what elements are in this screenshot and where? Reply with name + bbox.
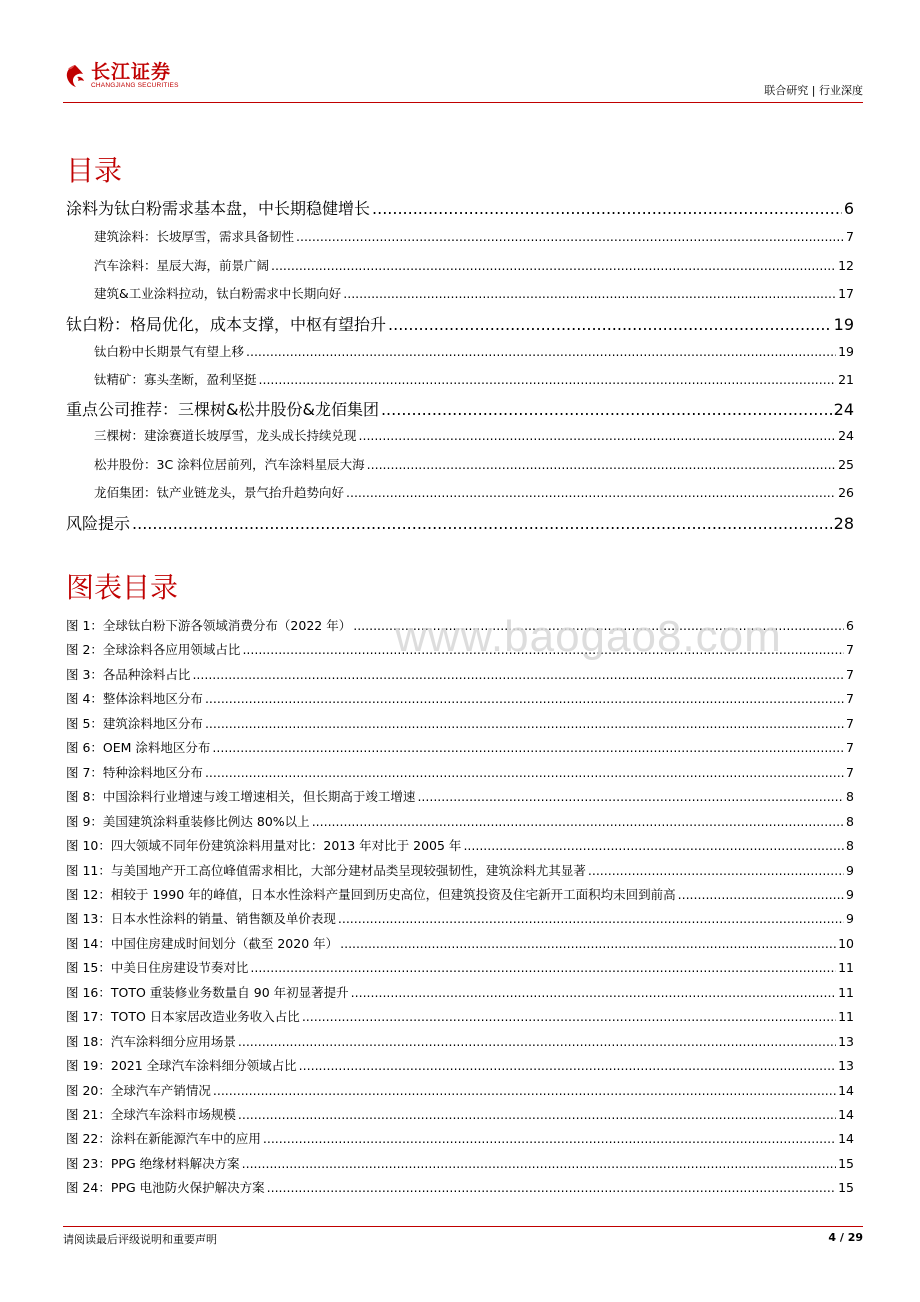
figure-entry-label: 图 17：TOTO 日本家居改造业务收入占比	[66, 1009, 300, 1024]
toc-entry-level2[interactable]	[94, 284, 854, 304]
figure-entry[interactable]	[66, 909, 854, 929]
figure-entry-page: 14	[838, 1083, 854, 1098]
toc-entry-label: 建筑&工业涂料拉动，钛白粉需求中长期向好	[94, 286, 342, 301]
figure-entry[interactable]	[66, 885, 854, 905]
figure-entry-label: 图 23：PPG 绝缘材料解决方案	[66, 1156, 240, 1171]
figure-entry[interactable]	[66, 812, 854, 832]
figure-entry-page: 13	[838, 1058, 854, 1073]
toc-entry-page: 24	[833, 400, 854, 419]
figure-dot-leader	[678, 887, 844, 902]
toc-entry-level1[interactable]	[66, 397, 854, 421]
figure-entry-page: 9	[846, 863, 854, 878]
figure-dot-leader	[263, 1131, 836, 1146]
figure-entry-page: 11	[838, 985, 854, 1000]
toc-dot-leader	[346, 485, 836, 500]
figure-dot-leader	[340, 936, 836, 951]
figure-entry-page: 9	[846, 887, 854, 902]
toc-dot-leader	[246, 344, 836, 359]
figure-entry-page: 8	[846, 838, 854, 853]
figure-list-title: 图表目录	[66, 571, 179, 604]
figure-dot-leader	[463, 838, 844, 853]
toc-entry-page: 19	[833, 315, 854, 334]
figure-entry-page: 7	[846, 716, 854, 731]
figure-entry[interactable]	[66, 1032, 854, 1052]
figure-entry[interactable]	[66, 836, 854, 856]
toc-entry-level2[interactable]	[94, 256, 854, 276]
figure-entry-page: 7	[846, 667, 854, 682]
page-footer	[63, 1226, 863, 1247]
figure-entry[interactable]	[66, 983, 854, 1003]
figure-dot-leader	[250, 960, 836, 975]
watermark: www.baogao8.com	[395, 612, 782, 661]
figure-entry[interactable]	[66, 1129, 854, 1149]
figure-entry[interactable]	[66, 714, 854, 734]
toc-dot-leader	[271, 258, 836, 273]
figure-entry-page: 13	[838, 1034, 854, 1049]
toc-entry-label: 涂料为钛白粉需求基本盘，中长期稳健增长	[66, 199, 371, 218]
figure-dot-leader	[242, 1156, 836, 1171]
figure-entry[interactable]	[66, 1105, 854, 1125]
figure-entry-label: 图 9：美国建筑涂料重装修比例达 80%以上	[66, 814, 310, 829]
figure-entry-label: 图 13：日本水性涂料的销量、销售额及单价表现	[66, 911, 336, 926]
toc-entry-page: 28	[833, 514, 854, 533]
figure-entry[interactable]	[66, 665, 854, 685]
figure-dot-leader	[192, 667, 844, 682]
figure-entry-label: 图 22：涂料在新能源汽车中的应用	[66, 1131, 261, 1146]
figure-entry-label: 图 11：与美国地产开工高位峰值需求相比，大部分建材品类呈现较强韧性，建筑涂料尤其显著	[66, 863, 586, 878]
toc-dot-leader	[372, 199, 842, 218]
report-type-label: 联合研究 | 行业深度	[764, 84, 863, 97]
toc-entry-label: 龙佰集团：钛产业链龙头，景气抬升趋势向好	[94, 485, 345, 500]
figure-entry-page: 11	[838, 1009, 854, 1024]
figure-dot-leader	[238, 1107, 836, 1122]
figure-entry[interactable]	[66, 1007, 854, 1027]
toc-entry-level1[interactable]	[66, 312, 854, 336]
company-logo	[63, 62, 179, 90]
figure-dot-leader	[299, 1058, 836, 1073]
toc-entry-label: 建筑涂料：长坡厚雪，需求具备韧性	[94, 229, 295, 244]
figure-entry-label: 图 18：汽车涂料细分应用场景	[66, 1034, 236, 1049]
toc-entry-page: 7	[846, 229, 854, 244]
toc-entry-page: 6	[843, 199, 854, 218]
figure-entry-label: 图 3：各品种涂料占比	[66, 667, 191, 682]
figure-entry-page: 7	[846, 740, 854, 755]
figure-entry-label: 图 7：特种涂料地区分布	[66, 765, 203, 780]
figure-entry-page: 10	[838, 936, 854, 951]
toc-dot-leader	[367, 457, 836, 472]
figure-dot-leader	[338, 911, 844, 926]
logo-chinese-name: 长江证券	[91, 61, 172, 83]
figure-entry-label: 图 12：相较于 1990 年的峰值，日本水性涂料产量回到历史高位，但建筑投资及住宅新开工面积均未回到前高	[66, 887, 676, 902]
toc-entry-label: 汽车涂料：星辰大海，前景广阔	[94, 258, 270, 273]
toc-entry-level2[interactable]	[94, 227, 854, 247]
figure-entry[interactable]	[66, 738, 854, 758]
figure-entry[interactable]	[66, 1154, 854, 1174]
figure-entry[interactable]	[66, 787, 854, 807]
page-header	[63, 62, 863, 103]
figure-dot-leader	[205, 716, 844, 731]
toc-entry-level2[interactable]	[94, 455, 854, 475]
figure-entry-label: 图 14：中国住房建成时间划分（截至 2020 年）	[66, 936, 339, 951]
toc-entry-level2[interactable]	[94, 483, 854, 503]
figure-entry-label: 图 16：TOTO 重装修业务数量自 90 年初显著提升	[66, 985, 349, 1000]
figure-dot-leader	[205, 691, 844, 706]
toc-entry-label: 风险提示	[66, 514, 131, 533]
figure-entry-page: 8	[846, 814, 854, 829]
figure-entry-page: 7	[846, 691, 854, 706]
figure-entry-label: 图 8：中国涂料行业增速与竣工增速相关，但长期高于竣工增速	[66, 789, 416, 804]
figure-entry[interactable]	[66, 861, 854, 881]
figure-entry-label: 图 24：PPG 电池防火保护解决方案	[66, 1180, 265, 1195]
figure-dot-leader	[312, 814, 844, 829]
figure-dot-leader	[302, 1009, 836, 1024]
toc-entry-page: 12	[838, 258, 854, 273]
figure-entry-label: 图 19：2021 全球汽车涂料细分领域占比	[66, 1058, 297, 1073]
figure-entry[interactable]	[66, 958, 854, 978]
logo-english-name: CHANGJIANG SECURITIES	[91, 82, 179, 89]
toc-entry-page: 21	[838, 372, 854, 387]
figure-entry-label: 图 5：建筑涂料地区分布	[66, 716, 203, 731]
figure-entry-label: 图 15：中美日住房建设节奏对比	[66, 960, 249, 975]
toc-dot-leader	[296, 229, 844, 244]
toc-entry-level2[interactable]	[94, 426, 854, 446]
toc-entry-page: 24	[838, 428, 854, 443]
disclaimer-note: 请阅读最后评级说明和重要声明	[63, 1233, 217, 1246]
figure-entry-label: 图 21：全球汽车涂料市场规模	[66, 1107, 236, 1122]
toc-entry-label: 松井股份：3C 涂料位居前列，汽车涂料星辰大海	[94, 457, 365, 472]
figure-entry[interactable]	[66, 934, 854, 954]
toc-dot-leader	[359, 428, 837, 443]
toc-entry-page: 26	[838, 485, 854, 500]
figure-entry-page: 15	[838, 1156, 854, 1171]
figure-entry-page: 14	[838, 1107, 854, 1122]
figure-entry-label: 图 6：OEM 涂料地区分布	[66, 740, 211, 755]
toc-dot-leader	[343, 286, 836, 301]
figure-entry-page: 14	[838, 1131, 854, 1146]
toc-dot-leader	[388, 315, 832, 334]
figure-dot-leader	[267, 1180, 836, 1195]
figure-entry-label: 图 4：整体涂料地区分布	[66, 691, 203, 706]
toc-entry-label: 钛白粉：格局优化，成本支撑，中枢有望抬升	[66, 315, 387, 334]
figure-dot-leader	[212, 740, 844, 755]
figure-entry-page: 9	[846, 911, 854, 926]
toc-entry-level1[interactable]	[66, 196, 854, 220]
figure-entry-page: 6	[846, 618, 854, 633]
figure-entry[interactable]	[66, 1178, 854, 1198]
toc-dot-leader	[132, 514, 832, 533]
figure-entry-label: 图 1：全球钛白粉下游各领域消费分布（2022 年）	[66, 618, 352, 633]
toc-entry-label: 三棵树：建涂赛道长坡厚雪，龙头成长持续兑现	[94, 428, 357, 443]
figure-entry-label: 图 2：全球涂料各应用领域占比	[66, 642, 241, 657]
toc-title: 目录	[66, 154, 123, 187]
figure-dot-leader	[205, 765, 844, 780]
toc-entry-page: 19	[838, 344, 854, 359]
figure-entry[interactable]	[66, 763, 854, 783]
figure-dot-leader	[213, 1083, 836, 1098]
toc-entry-page: 25	[838, 457, 854, 472]
toc-entry-label: 钛精矿：寡头垄断，盈利坚挺	[94, 372, 257, 387]
toc-entry-level2[interactable]	[94, 342, 854, 362]
figure-dot-leader	[588, 863, 844, 878]
page-number: 4 / 29	[828, 1231, 863, 1244]
toc-entry-level2[interactable]	[94, 370, 854, 390]
toc-entry-page: 17	[838, 286, 854, 301]
toc-entry-label: 重点公司推荐：三棵树&松井股份&龙佰集团	[66, 400, 379, 419]
figure-entry-page: 7	[846, 765, 854, 780]
figure-entry-page: 8	[846, 789, 854, 804]
toc-entry-label: 钛白粉中长期景气有望上移	[94, 344, 245, 359]
figure-dot-leader	[417, 789, 844, 804]
toc-dot-leader	[259, 372, 837, 387]
figure-dot-leader	[238, 1034, 836, 1049]
figure-entry[interactable]	[66, 689, 854, 709]
figure-entry-page: 15	[838, 1180, 854, 1195]
figure-entry-page: 7	[846, 642, 854, 657]
phoenix-logo-icon	[63, 63, 87, 89]
figure-entry[interactable]	[66, 1056, 854, 1076]
toc-dot-leader	[381, 400, 832, 419]
figure-entry-label: 图 10：四大领域不同年份建筑涂料用量对比：2013 年对比于 2005 年	[66, 838, 462, 853]
figure-entry-label: 图 20：全球汽车产销情况	[66, 1083, 211, 1098]
figure-entry-page: 11	[838, 960, 854, 975]
figure-dot-leader	[351, 985, 836, 1000]
figure-entry[interactable]	[66, 1081, 854, 1101]
toc-entry-level1[interactable]	[66, 511, 854, 535]
